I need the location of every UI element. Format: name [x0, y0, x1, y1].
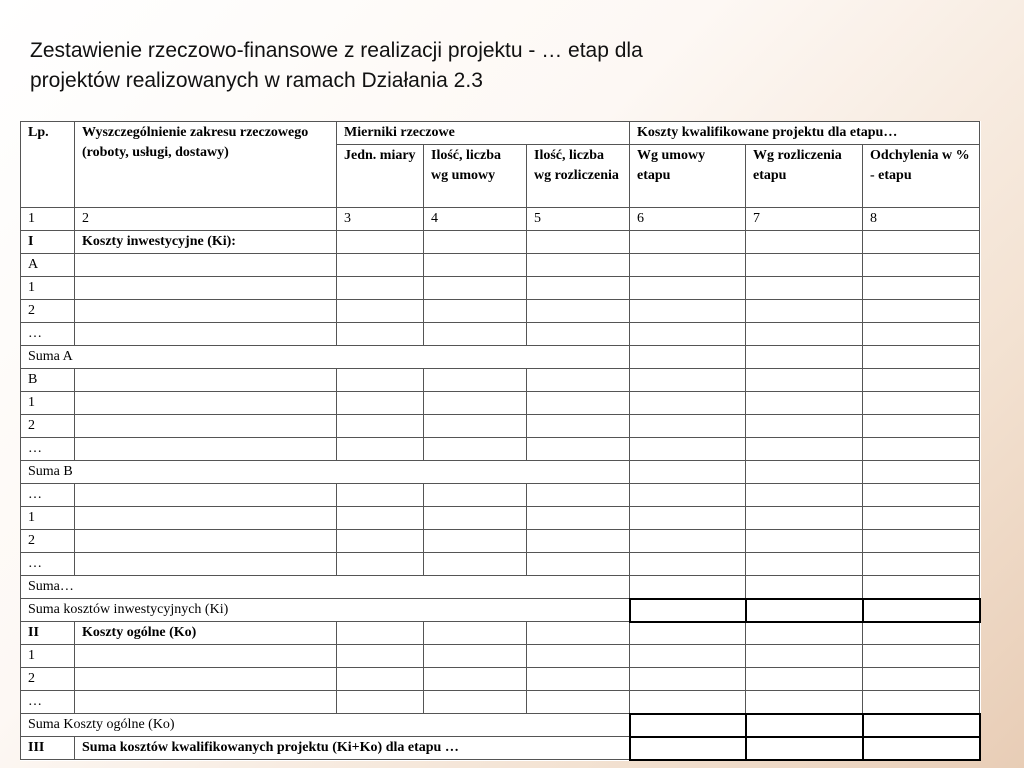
subtotal-label: Suma B	[21, 461, 630, 484]
row-label: Suma kosztów kwalifikowanych projektu (Ki+Ko) dla etapu …	[75, 737, 630, 760]
section-row-investment	[21, 231, 980, 254]
table-cell[interactable]	[746, 323, 863, 346]
table-cell[interactable]	[746, 484, 863, 507]
header-unit: Jedn. miary	[337, 145, 424, 208]
table-cell[interactable]	[337, 254, 424, 277]
financial-summary-table	[20, 121, 981, 761]
table-cell[interactable]	[337, 438, 424, 461]
header-lp: Lp.	[21, 122, 75, 208]
table-cell[interactable]	[337, 691, 424, 714]
total-row-investment	[21, 599, 980, 622]
section-row-overhead	[21, 622, 980, 645]
table-cell[interactable]	[863, 461, 980, 484]
total-label: Suma Koszty ogólne (Ko)	[21, 714, 630, 737]
table-cell[interactable]	[527, 507, 630, 530]
table-cell[interactable]	[746, 553, 863, 576]
table-cell[interactable]	[863, 346, 980, 369]
row-lp: 2	[21, 415, 75, 438]
row-lp: …	[21, 484, 75, 507]
column-number: 3	[337, 208, 424, 231]
column-number: 4	[424, 208, 527, 231]
total-cell[interactable]	[746, 737, 863, 760]
table-cell[interactable]	[863, 300, 980, 323]
table-row	[21, 415, 980, 438]
table-cell[interactable]	[75, 277, 337, 300]
table-cell[interactable]	[746, 254, 863, 277]
table-row	[21, 645, 980, 668]
table-row	[21, 530, 980, 553]
column-number: 7	[746, 208, 863, 231]
column-number-row	[21, 208, 980, 231]
table-cell[interactable]	[746, 415, 863, 438]
row-lp: 1	[21, 645, 75, 668]
column-number: 5	[527, 208, 630, 231]
table-cell[interactable]	[527, 254, 630, 277]
table-cell[interactable]	[863, 415, 980, 438]
table-cell[interactable]	[630, 254, 746, 277]
table-cell[interactable]	[630, 576, 746, 599]
table-row	[21, 254, 980, 277]
table-cell[interactable]	[424, 507, 527, 530]
table-cell[interactable]	[75, 691, 337, 714]
header-group-costs: Koszty kwalifikowane projektu dla etapu…	[630, 122, 980, 145]
table-cell[interactable]	[863, 576, 980, 599]
table-cell[interactable]	[630, 369, 746, 392]
table-cell[interactable]	[746, 507, 863, 530]
column-number: 2	[75, 208, 337, 231]
table-row	[21, 438, 980, 461]
table-cell[interactable]	[424, 300, 527, 323]
table-cell[interactable]	[863, 622, 980, 645]
title-line-1: Zestawienie rzeczowo-finansowe z realizacji projektu - … etap dla	[30, 39, 643, 62]
row-lp: …	[21, 691, 75, 714]
table-cell[interactable]	[527, 530, 630, 553]
table-cell[interactable]	[630, 231, 746, 254]
table-row	[21, 668, 980, 691]
table-cell[interactable]	[863, 530, 980, 553]
table-cell[interactable]	[527, 323, 630, 346]
table-cell[interactable]	[527, 231, 630, 254]
table-cell[interactable]	[630, 392, 746, 415]
table-cell[interactable]	[630, 553, 746, 576]
header-qty-contract: Ilość, liczba wg umowy	[424, 145, 527, 208]
row-label: Koszty ogólne (Ko)	[75, 622, 337, 645]
table-cell[interactable]	[75, 530, 337, 553]
header-per-contract: Wg umowy etapu	[630, 145, 746, 208]
table-cell[interactable]	[75, 323, 337, 346]
section-row-grand-total	[21, 737, 980, 760]
table-cell[interactable]	[424, 254, 527, 277]
total-cell[interactable]	[630, 737, 746, 760]
total-cell[interactable]	[746, 714, 863, 737]
table-cell[interactable]	[527, 300, 630, 323]
table-cell[interactable]	[863, 645, 980, 668]
row-label: Koszty inwestycyjne (Ki):	[75, 231, 337, 254]
table-cell[interactable]	[424, 323, 527, 346]
table-cell[interactable]	[746, 277, 863, 300]
table-cell[interactable]	[424, 369, 527, 392]
table-cell[interactable]	[863, 392, 980, 415]
row-lp: 1	[21, 507, 75, 530]
row-lp: 2	[21, 668, 75, 691]
table-cell[interactable]	[630, 415, 746, 438]
table-cell[interactable]	[630, 645, 746, 668]
table-cell[interactable]	[863, 277, 980, 300]
table-cell[interactable]	[863, 254, 980, 277]
table-cell[interactable]	[746, 438, 863, 461]
total-label: Suma kosztów inwestycyjnych (Ki)	[21, 599, 630, 622]
table-cell[interactable]	[337, 231, 424, 254]
header-description: Wyszczególnienie zakresu rzeczowego (roboty, usługi, dostawy)	[75, 122, 337, 208]
table-cell[interactable]	[630, 300, 746, 323]
row-lp: 1	[21, 277, 75, 300]
table-cell[interactable]	[337, 484, 424, 507]
table-cell[interactable]	[630, 346, 746, 369]
row-lp: 2	[21, 300, 75, 323]
table-cell[interactable]	[424, 438, 527, 461]
total-cell[interactable]	[863, 737, 980, 760]
table-row	[21, 484, 980, 507]
row-lp: I	[21, 231, 75, 254]
table-cell[interactable]	[746, 645, 863, 668]
title-line-2: projektów realizowanych w ramach Działania 2.3	[30, 69, 483, 92]
row-lp: B	[21, 369, 75, 392]
table-cell[interactable]	[337, 645, 424, 668]
table-cell[interactable]	[337, 530, 424, 553]
column-number: 8	[863, 208, 980, 231]
table-cell[interactable]	[630, 438, 746, 461]
page-title	[30, 36, 990, 96]
row-lp: 2	[21, 530, 75, 553]
subtotal-label: Suma A	[21, 346, 630, 369]
table-cell[interactable]	[630, 461, 746, 484]
table-cell[interactable]	[424, 553, 527, 576]
header-group-measures: Mierniki rzeczowe	[337, 122, 630, 145]
table-cell[interactable]	[337, 300, 424, 323]
table-cell[interactable]	[75, 415, 337, 438]
table-cell[interactable]	[337, 415, 424, 438]
header-qty-settlement: Ilość, liczba wg rozliczenia	[527, 145, 630, 208]
table-cell[interactable]	[337, 323, 424, 346]
total-cell[interactable]	[863, 714, 980, 737]
table-cell[interactable]	[630, 622, 746, 645]
table-cell[interactable]	[746, 392, 863, 415]
table-cell[interactable]	[863, 323, 980, 346]
table-cell[interactable]	[75, 392, 337, 415]
table-cell[interactable]	[424, 645, 527, 668]
table-row	[21, 507, 980, 530]
row-lp: 1	[21, 392, 75, 415]
table-cell[interactable]	[863, 691, 980, 714]
table-row	[21, 277, 980, 300]
table-cell[interactable]	[75, 507, 337, 530]
table-cell[interactable]	[863, 553, 980, 576]
subtotal-label: Suma…	[21, 576, 630, 599]
column-number: 6	[630, 208, 746, 231]
row-lp: II	[21, 622, 75, 645]
table-cell[interactable]	[527, 691, 630, 714]
table-cell[interactable]	[746, 530, 863, 553]
table-row	[21, 691, 980, 714]
header-per-settlement: Wg rozliczenia etapu	[746, 145, 863, 208]
table-cell[interactable]	[746, 369, 863, 392]
total-row-overhead	[21, 714, 980, 737]
table-cell[interactable]	[337, 622, 424, 645]
table-cell[interactable]	[75, 369, 337, 392]
table-row	[21, 323, 980, 346]
row-lp: …	[21, 553, 75, 576]
table-cell[interactable]	[424, 277, 527, 300]
row-lp: …	[21, 323, 75, 346]
table-cell[interactable]	[527, 392, 630, 415]
table-row	[21, 553, 980, 576]
table-cell[interactable]	[75, 553, 337, 576]
table-row	[21, 392, 980, 415]
row-lp: III	[21, 737, 75, 760]
table-cell[interactable]	[337, 668, 424, 691]
table-row	[21, 369, 980, 392]
total-cell[interactable]	[863, 599, 980, 622]
table-cell[interactable]	[527, 415, 630, 438]
table-cell[interactable]	[337, 553, 424, 576]
table-cell[interactable]	[630, 484, 746, 507]
table-cell[interactable]	[630, 691, 746, 714]
table-cell[interactable]	[863, 668, 980, 691]
total-cell[interactable]	[630, 714, 746, 737]
table-cell[interactable]	[630, 507, 746, 530]
table-cell[interactable]	[746, 461, 863, 484]
table-cell[interactable]	[746, 231, 863, 254]
table-cell[interactable]	[337, 507, 424, 530]
table-cell[interactable]	[424, 668, 527, 691]
table-cell[interactable]	[863, 507, 980, 530]
table-cell[interactable]	[630, 668, 746, 691]
table-cell[interactable]	[527, 668, 630, 691]
total-cell[interactable]	[630, 599, 746, 622]
table-cell[interactable]	[424, 231, 527, 254]
subtotal-row-b	[21, 461, 980, 484]
row-lp: …	[21, 438, 75, 461]
table-cell[interactable]	[863, 484, 980, 507]
table-cell[interactable]	[337, 392, 424, 415]
table-cell[interactable]	[527, 622, 630, 645]
subtotal-row-a	[21, 346, 980, 369]
table-cell[interactable]	[424, 530, 527, 553]
table-cell[interactable]	[630, 323, 746, 346]
table-cell[interactable]	[527, 438, 630, 461]
table-cell[interactable]	[746, 300, 863, 323]
table-cell[interactable]	[746, 691, 863, 714]
header-deviations: Odchylenia w % - etapu	[863, 145, 980, 208]
table-cell[interactable]	[75, 668, 337, 691]
table-cell[interactable]	[75, 438, 337, 461]
table-cell[interactable]	[337, 277, 424, 300]
table-cell[interactable]	[424, 392, 527, 415]
total-cell[interactable]	[746, 599, 863, 622]
table-cell[interactable]	[863, 231, 980, 254]
table-cell[interactable]	[746, 346, 863, 369]
table-cell[interactable]	[424, 622, 527, 645]
table-cell[interactable]	[75, 484, 337, 507]
table-cell[interactable]	[746, 622, 863, 645]
table-cell[interactable]	[863, 369, 980, 392]
table-cell[interactable]	[630, 277, 746, 300]
table-cell[interactable]	[75, 254, 337, 277]
table-cell[interactable]	[527, 369, 630, 392]
table-cell[interactable]	[424, 484, 527, 507]
column-number: 1	[21, 208, 75, 231]
table-cell[interactable]	[75, 645, 337, 668]
table-cell[interactable]	[75, 300, 337, 323]
row-lp: A	[21, 254, 75, 277]
table-cell[interactable]	[424, 691, 527, 714]
subtotal-row-other	[21, 576, 980, 599]
table-cell[interactable]	[527, 553, 630, 576]
table-cell[interactable]	[630, 530, 746, 553]
table-cell[interactable]	[746, 668, 863, 691]
table-row	[21, 300, 980, 323]
table-cell[interactable]	[746, 576, 863, 599]
table-cell[interactable]	[424, 415, 527, 438]
table-cell[interactable]	[527, 484, 630, 507]
table-cell[interactable]	[527, 277, 630, 300]
table-cell[interactable]	[337, 369, 424, 392]
table-cell[interactable]	[527, 645, 630, 668]
table-cell[interactable]	[863, 438, 980, 461]
